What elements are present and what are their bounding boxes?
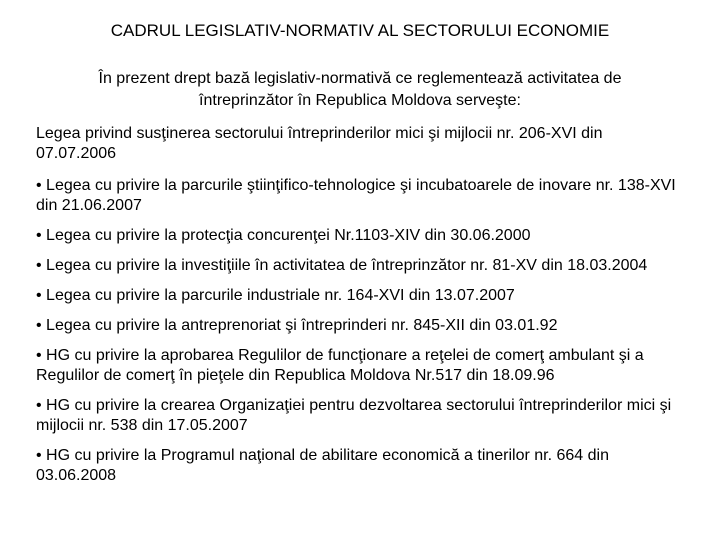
list-item: • Legea cu privire la parcurile industriale nr. 164-XVI din 13.07.2007 bbox=[36, 287, 515, 304]
list-item: • Legea cu privire la antreprenoriat şi întreprinderi nr. 845-XII din 03.01.92 bbox=[36, 317, 558, 334]
list-item: • HG cu privire la crearea Organizaţiei pentru dezvoltarea sectorului întreprinderilor mici şi mijlocii nr. 538 din 17.05.2007 bbox=[36, 397, 672, 434]
list-item: • Legea cu privire la parcurile ştiinţifico-tehnologice şi incubatoarele de inovare nr. 138-XVI din 21.06.2007 bbox=[36, 177, 676, 214]
slide-title: CADRUL LEGISLATIV-NORMATIV AL SECTORULUI ECONOMIE bbox=[110, 21, 610, 40]
list-item: Legea privind susţinerea sectorului întreprinderilor mici şi mijlocii nr. 206-XVI din 07.07.2006 bbox=[36, 125, 603, 162]
list-item: • HG cu privire la aprobarea Regulilor de funcţionare a reţelei de comerţ ambulant şi a Regulilor de comerţ în pieţele din Republica Moldova Nr.517 din 18.09.96 bbox=[36, 347, 644, 384]
intro-paragraph: În prezent drept bază legislativ-normativă ce reglementează activitatea de întreprinzător în Republica Moldova serveşte: bbox=[98, 70, 622, 109]
list-item: • Legea cu privire la investiţiile în activitatea de întreprinzător nr. 81-XV din 18.03.2004 bbox=[36, 257, 648, 274]
legislation-list bbox=[36, 124, 686, 496]
list-item: • HG cu privire la Programul naţional de abilitare economică a tinerilor nr. 664 din 03.06.2008 bbox=[36, 447, 609, 484]
list-item: • Legea cu privire la protecţia concurenţei Nr.1103-XIV din 30.06.2000 bbox=[36, 227, 531, 244]
